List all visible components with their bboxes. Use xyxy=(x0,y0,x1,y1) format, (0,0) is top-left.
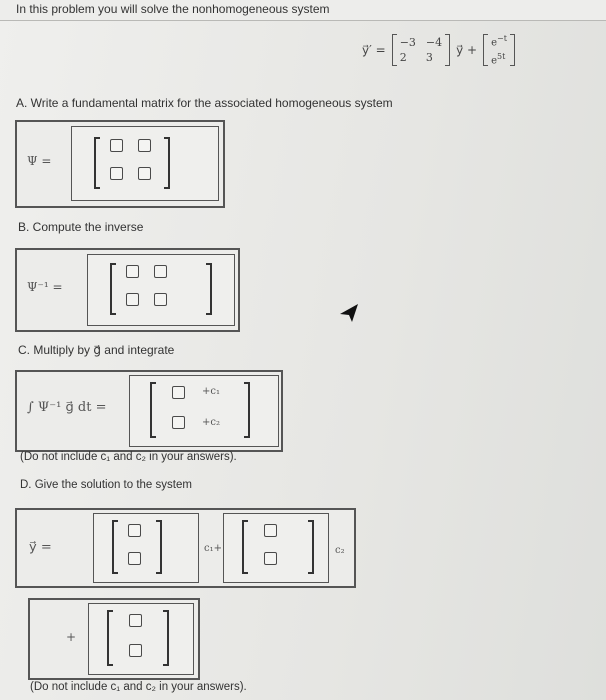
vector-entry: $e^{5t}$ xyxy=(491,52,506,67)
psi-entry-11[interactable] xyxy=(110,139,123,152)
solution-v2-entry-1[interactable] xyxy=(264,524,277,537)
integral-label: ∫ Ψ⁻¹ g⃗ dt = xyxy=(27,400,107,415)
part-a-answer-box xyxy=(15,120,225,208)
header-bar xyxy=(0,0,606,21)
psi-entry-12[interactable] xyxy=(138,139,151,152)
integral-vector-frame xyxy=(129,375,279,447)
system-times: y⃗ + xyxy=(456,43,478,57)
integral-entry-2[interactable] xyxy=(172,416,185,429)
solution-v1-entry-1[interactable] xyxy=(128,524,141,537)
solution-vector-2-frame xyxy=(223,513,329,583)
c1-plus-term: c₁+ xyxy=(204,543,222,554)
c2-term: +c₂ xyxy=(202,417,220,428)
part-c-answer-box xyxy=(15,370,283,452)
psi-inverse-entry-12[interactable] xyxy=(154,265,167,278)
part-d-solution-box xyxy=(15,508,356,588)
vector-entry: $e^{-t}$ xyxy=(491,33,507,48)
system-equation xyxy=(362,28,515,72)
part-c-note: (Do not include c₁ and c₂ in your answers). xyxy=(20,451,237,463)
psi-inverse-matrix-frame xyxy=(87,254,235,326)
part-a-heading: A. Write a fundamental matrix for the associated homogeneous system xyxy=(16,96,393,110)
solution-vector-1-frame xyxy=(93,513,199,583)
psi-inverse-entry-11[interactable] xyxy=(126,265,139,278)
psi-matrix-frame xyxy=(71,126,219,201)
solution-v1-entry-2[interactable] xyxy=(128,552,141,565)
solution-label: y⃗ = xyxy=(29,540,52,555)
solution-v2-entry-2[interactable] xyxy=(264,552,277,565)
intro-text: In this problem you will solve the nonhomogeneous system xyxy=(16,2,330,16)
matrix-cell: −3 xyxy=(399,36,416,49)
psi-inverse-entry-21[interactable] xyxy=(126,293,139,306)
psi-label: Ψ = xyxy=(27,154,52,168)
psi-entry-21[interactable] xyxy=(110,167,123,180)
particular-entry-2[interactable] xyxy=(129,644,142,657)
plus-sign: + xyxy=(66,630,77,644)
part-b-heading: B. Compute the inverse xyxy=(18,220,144,234)
part-c-heading: C. Multiply by g⃗ and integrate xyxy=(18,343,175,357)
forcing-vector xyxy=(483,32,515,69)
psi-inverse-label: Ψ⁻¹ = xyxy=(27,280,63,294)
integral-entry-1[interactable] xyxy=(172,386,185,399)
particular-solution-box xyxy=(28,598,200,680)
coefficient-matrix xyxy=(392,34,450,66)
matrix-cell: 2 xyxy=(399,51,407,64)
matrix-cell: 3 xyxy=(425,51,433,64)
psi-entry-22[interactable] xyxy=(138,167,151,180)
part-b-answer-box xyxy=(15,248,240,332)
c2-term: c₂ xyxy=(335,545,345,556)
mouse-cursor-icon xyxy=(338,302,360,324)
particular-vector-frame xyxy=(88,603,194,675)
particular-entry-1[interactable] xyxy=(129,614,142,627)
part-d-heading: D. Give the solution to the system xyxy=(20,479,192,491)
psi-inverse-entry-22[interactable] xyxy=(154,293,167,306)
c1-term: +c₁ xyxy=(202,386,220,397)
matrix-cell: −4 xyxy=(425,36,443,49)
part-d-note: (Do not include c₁ and c₂ in your answers). xyxy=(30,681,247,693)
system-lhs: y⃗′ = xyxy=(362,43,386,57)
